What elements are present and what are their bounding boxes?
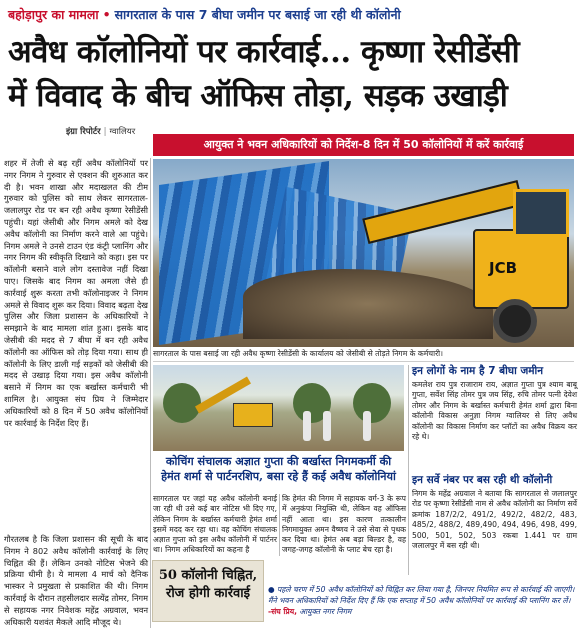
column-divider (279, 494, 280, 556)
names-box-body: कमलेश राय पुत्र राजाराम राय, अज्ञात गुप्ता पुत्र श्याम बाबू गुप्ता, सर्वेश सिंह तोमर पुत्र जय सिंह, रुचि तोमर पत्नी देवेश तोमर और निगम के बर्खास्त कर्मचारी हेमंत शर्मा द्वारा बिना कॉलोनी विकास अनुज्ञा निगम ग्वालियर से लिए अवैध कॉलोनी का विकास निर्माण कर प्लॉटों का अवैध विक्रय कर रहे थे। (412, 380, 577, 442)
main-photo (153, 159, 574, 347)
red-banner: आयुक्त ने भवन अधिकारियों को निर्देश-8 दिन में 50 कॉलोनियों में करें कार्रवाई (153, 134, 574, 156)
byline-reporter: इंग्रा रिपोर्टर (66, 127, 101, 137)
headline-line-2: में विवाद के बीच ऑफिस तोड़ा, सड़क उखाड़ी (8, 78, 508, 114)
names-box-title: इन लोगों के नाम है 7 बीघा जमीन (412, 365, 544, 377)
survey-box-body: निगम के महेंद्र अग्रवाल ने बताया कि सागरताल से जलालपुर रोड पर कृष्णा रेसीडेंसी नाम से अवैध कॉलोनी का निर्माण सर्वे क्रमांक 187/2/2, 491/2, 492/2, 482/2, 483, 485/2, 488/2, 489,490, 494, 496, 498, 499, 500, 501, 502, 503 रकबा 1.441 पर ग्राम जलालपुर में बस रही थी। (412, 489, 577, 551)
quote-text: ● पहले चरण में 50 अवैध कॉलोनियों को चिह्नित कर लिया गया है, जिनपर नियमित रूप से कार्रवाई की जाएगी। मैंने भवन अधिकारियों को निर्देश दिए हैं कि एक सप्ताह में 50 अवैध कॉलोनियों पर कार्रवाई की प्लानिंग कर लें। (268, 585, 575, 605)
sub-headline-line-1: कोचिंग संचालक अज्ञात गुप्ता की बर्खास्त निगमकर्मी की (165, 454, 392, 468)
left-column (4, 158, 148, 534)
byline-divider: | (103, 127, 107, 137)
quote-author: -संघ प्रिय, (268, 607, 297, 616)
sub-headline-line-2: हेमंत शर्मा से पार्टनरशिप, बसा रहे हैं कई अवैध कॉलोनियां (161, 469, 396, 483)
left-paragraph: गौरतलब है कि जिला प्रशासन की सूची के बाद निगम ने 802 अवैध कॉलोनी कार्रवाई के लिए चिह्नित की हैं। लेकिन उनको नोटिस भेजने की प्रक्रिया धीमी है। ये मामला 4 मार्च को दैनिक भास्कर ने प्रमुखता से प्रकाशित की थी। निगम कार्रवाई के दौरान तहसीलदार सत्येंद्र तोमर, निगम से सहायक नगर निवेशक महेंद्र अग्रवाल, भवन अधिकारी यशवंत मैकले आदि मौजूद थे। (4, 534, 148, 627)
kicker-separator: • (102, 7, 111, 22)
kicker-subtitle: सागरताल के पास 7 बीघा जमीन पर बसाई जा रही थी कॉलोनी (114, 7, 401, 22)
byline (66, 126, 135, 137)
main-photo-caption: सागरताल के पास बसाई जा रही अवैध कृष्णा रेसीडेंसी के कार्यालय को जेसीबी से तोड़ते निगम के कर्मचारी। (153, 349, 574, 362)
survey-box-title: इन सर्वे नंबर पर बस रही थी कॉलोनी (412, 474, 553, 486)
left-column-continued (4, 534, 148, 627)
person (303, 411, 311, 441)
jcb-logo: JCB (489, 259, 518, 277)
excavator-body (473, 229, 569, 309)
left-paragraph: शहर में तेजी से बढ़ रहीं अवैध कॉलोनियों पर नगर निगम ने गुरुवार से एक्शन की शुरुआत कर दी है। भवन शाखा और मदाखलत की टीम गुरुवार को पुलिस को साथ लेकर सागरताल-जलालपुर रोड पर बन रही अवैध कृष्णा रेसीडेंसी पहुंची। यहां जेसीबी और निगम अमले को देख अवैध कॉलोनी का निर्माण करने वाले आ पहुंचे। निगम अमले ने उनसे टाउन एंड कंट्री प्लानिंग और नगर निगम की स्वीकृति दिखाने को कहा। इस पर कॉलोनी बसाने वाले लोग दस्तावेज नहीं दिखा पाए। जिसके बाद निगम का अमला जैसे ही कार्रवाई शुरू करता तभी कॉलोनाइजर ने निगम अमले से विवाद शुरू कर दिया। विवाद बढ़ता देख पुलिस और जिला प्रशासन के अधिकारियों ने समझाने के बाद मामला शांत हुआ। इसके बाद जेसीबी की मदद से 7 बीघा में बन रही अवैध कॉलोनी का ऑफिस को तोड़ दिया गया। साथ ही कॉलोनी के लिए डाली गई सड़कों को जेसीबी की मदद से उखाड़ दिया गया। इस अवैध कॉलोनी बसाने में निगम का एक बर्खास्त कर्मचारी भी शामिल है। आयुक्त संघ प्रिय ने जिम्मेदार अधिकारियों को 8 दिन में 50 अवैध कॉलोनियों पर कार्रवाई के निर्देश दिए हैं। (4, 158, 148, 428)
commissioner-quote (268, 584, 577, 628)
colony-box-line-1: 50 कॉलोनी चिह्नित, (158, 568, 258, 583)
secondary-photo (153, 365, 404, 451)
middle-column-1: सागरताल पर जहां यह अवैध कॉलोनी बनाई जा रही थी उसे कई बार नोटिस भी दिए गए, लेकिन निगम के बर्खास्त कर्मचारी हेमंत शर्मा इसमें मदद कर रहा था। वह कोचिंग संचालक अज्ञात गुप्ता को इस अवैध कॉलोनी में पार्टनर था। निगम अधिकारियों का कहना है (153, 494, 277, 555)
kicker-place: बहोड़ापुर का मामला (8, 7, 99, 22)
sub-headline (153, 454, 404, 494)
person (363, 411, 371, 441)
names-box (412, 365, 577, 471)
colony-box-line-2: रोज होगी कार्रवाई (166, 586, 250, 601)
middle-column-2: कि हेमंत की निगम में सहायक वर्ग-3 के रूप में अनुकंपा नियुक्ति थी, लेकिन वह ऑफिस नहीं आता था। इस कारण तत्कालीन निगमायुक्त अमन वैष्णव ने उसे सेवा से पृथक कर दिया था। हेमंत अब बड़ा बिल्डर है, वह जगह-जगह कॉलोनी के प्लाट बेच रहा है। (282, 494, 406, 555)
colony-highlight-box (152, 560, 264, 622)
tree (163, 383, 201, 423)
excavator-body (233, 403, 273, 427)
quote-author-role: आयुक्त नगर निगम (299, 607, 352, 616)
survey-box (412, 474, 577, 578)
headline-line-1: अवैध कॉलोनियों पर कार्रवाई... कृष्णा रेसीडेंसी (8, 34, 520, 70)
excavator-wheel (493, 299, 537, 343)
tree (353, 383, 391, 423)
byline-city: ग्वालियर (109, 127, 136, 137)
kicker (8, 6, 574, 26)
headline (8, 30, 574, 118)
excavator-cab (513, 189, 569, 237)
column-divider (150, 158, 151, 628)
column-divider (408, 365, 409, 575)
debris (243, 269, 493, 339)
person (323, 411, 331, 441)
